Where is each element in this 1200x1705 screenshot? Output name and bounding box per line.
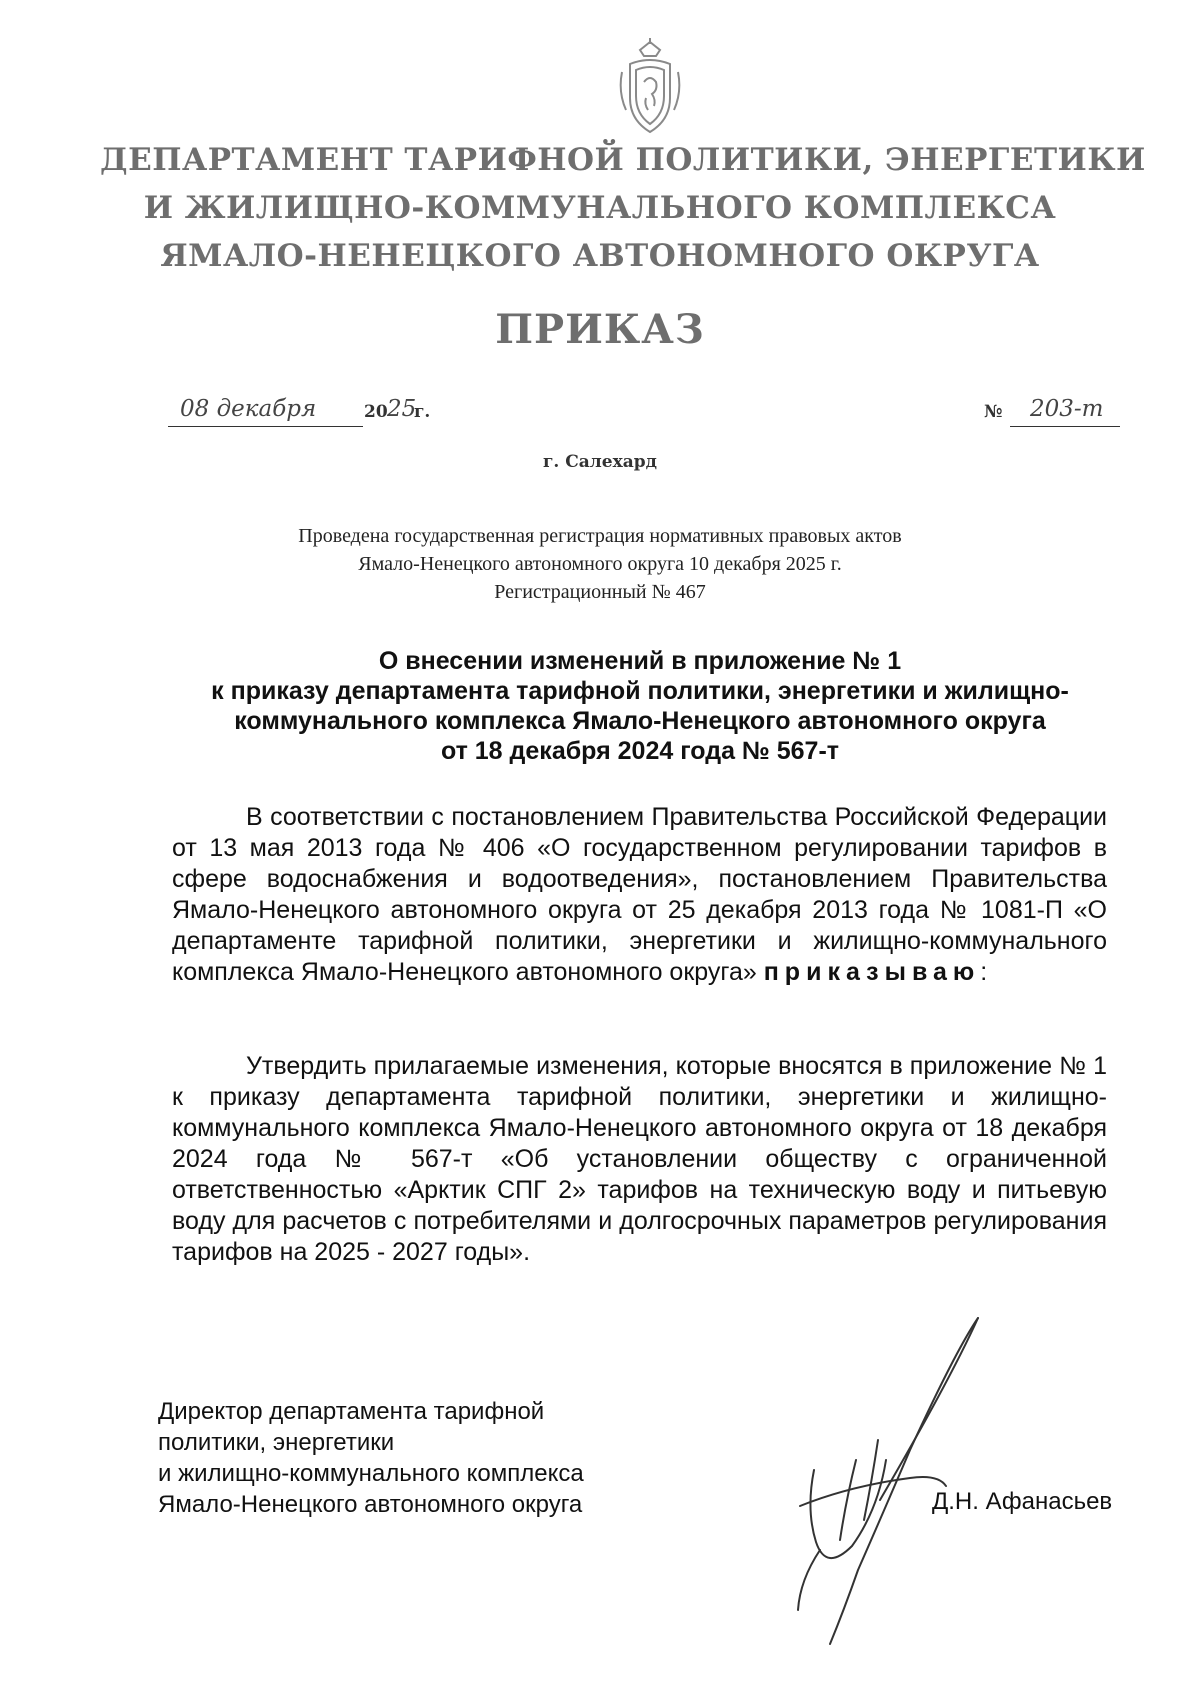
signer-position-line2: политики, энергетики [158,1429,395,1456]
registration-note [0,522,1200,606]
handwritten-signature [760,1310,1000,1650]
handwritten-year: 25 [387,396,417,422]
order-verb: приказываю [763,958,981,986]
city-of-issue: г. Салехард [543,452,657,472]
resolution-paragraph: Утвердить прилагаемые изменения, которые вносятся в приложение № 1 к приказу департамента тарифной политики, энергетики и жилищно-коммунального комплекса Ямало-Ненецкого автономного округа от 18 декабря 2024 года № 567-т «Об установлении обществу с ограниченной ответственностью «Арктик СПГ 2» тарифов на техническую воду и питьевую воду для расчетов с потребителями и долгосрочных параметров регулирования тарифов на 2025 - 2027 годы». [172,1052,1107,1266]
department-name-line3: ЯМАЛО-НЕНЕЦКОГО АВТОНОМНОГО ОКРУГА [160,238,1040,274]
order-date [168,396,448,446]
subject-line2: к приказу департамента тарифной политики, энергетики и жилищно- [211,677,1069,705]
order-subject [160,646,1120,766]
signer-position [158,1396,718,1520]
signer-position-line1: Директор департамента тарифной [158,1398,545,1425]
order-number [984,396,1134,436]
number-sign: № [984,402,1003,422]
subject-line4: от 18 декабря 2024 года № 567-т [440,737,840,765]
subject-line3: коммунального комплекса Ямало-Ненецкого автономного округа [234,707,1046,735]
preamble-paragraph [172,802,1107,988]
number-underline [1010,426,1120,427]
registration-line2: Ямало-Ненецкого автономного округа 10 декабря 2025 г. [358,553,842,575]
department-name-line2: И ЖИЛИЩНО-КОММУНАЛЬНОГО КОМПЛЕКСА [143,190,1057,226]
order-title: ПРИКАЗ [495,306,705,353]
registration-line3: Регистрационный № 467 [494,581,706,603]
year-prefix: 20 [364,402,388,422]
date-underline [168,426,363,427]
signer-position-line4: Ямало-Ненецкого автономного округа [158,1491,583,1518]
coat-of-arms-icon [616,38,684,138]
handwritten-date: 08 декабря [180,396,317,422]
department-name-line1: ДЕПАРТАМЕНТ ТАРИФНОЙ ПОЛИТИКИ, ЭНЕРГЕТИКИ [100,142,1146,178]
year-abbreviation: г. [414,402,431,422]
preamble-end: : [980,958,988,986]
preamble-text: В соответствии с постановлением Правительства Российской Федерации от 13 мая 2013 года № 406 «О государственном регулировании тарифов в сфере водоснабжения и водоотведения», постановлением Правительства Ямало-Ненецкого автономного округа от 25 декабря 2013 года № 1081-П «О департаменте тарифной политики, энергетики и жилищно-коммунального комплекса Ямало-Ненецкого автономного округа» [172,803,1107,986]
subject-line1: О внесении изменений в приложение № 1 [378,647,902,675]
handwritten-number: 203-т [1030,396,1104,422]
registration-line1: Проведена государственная регистрация нормативных правовых актов [298,525,902,547]
signer-position-line3: и жилищно-коммунального комплекса [158,1460,584,1487]
signer-name: Д.Н. Афанасьев [932,1488,1113,1515]
